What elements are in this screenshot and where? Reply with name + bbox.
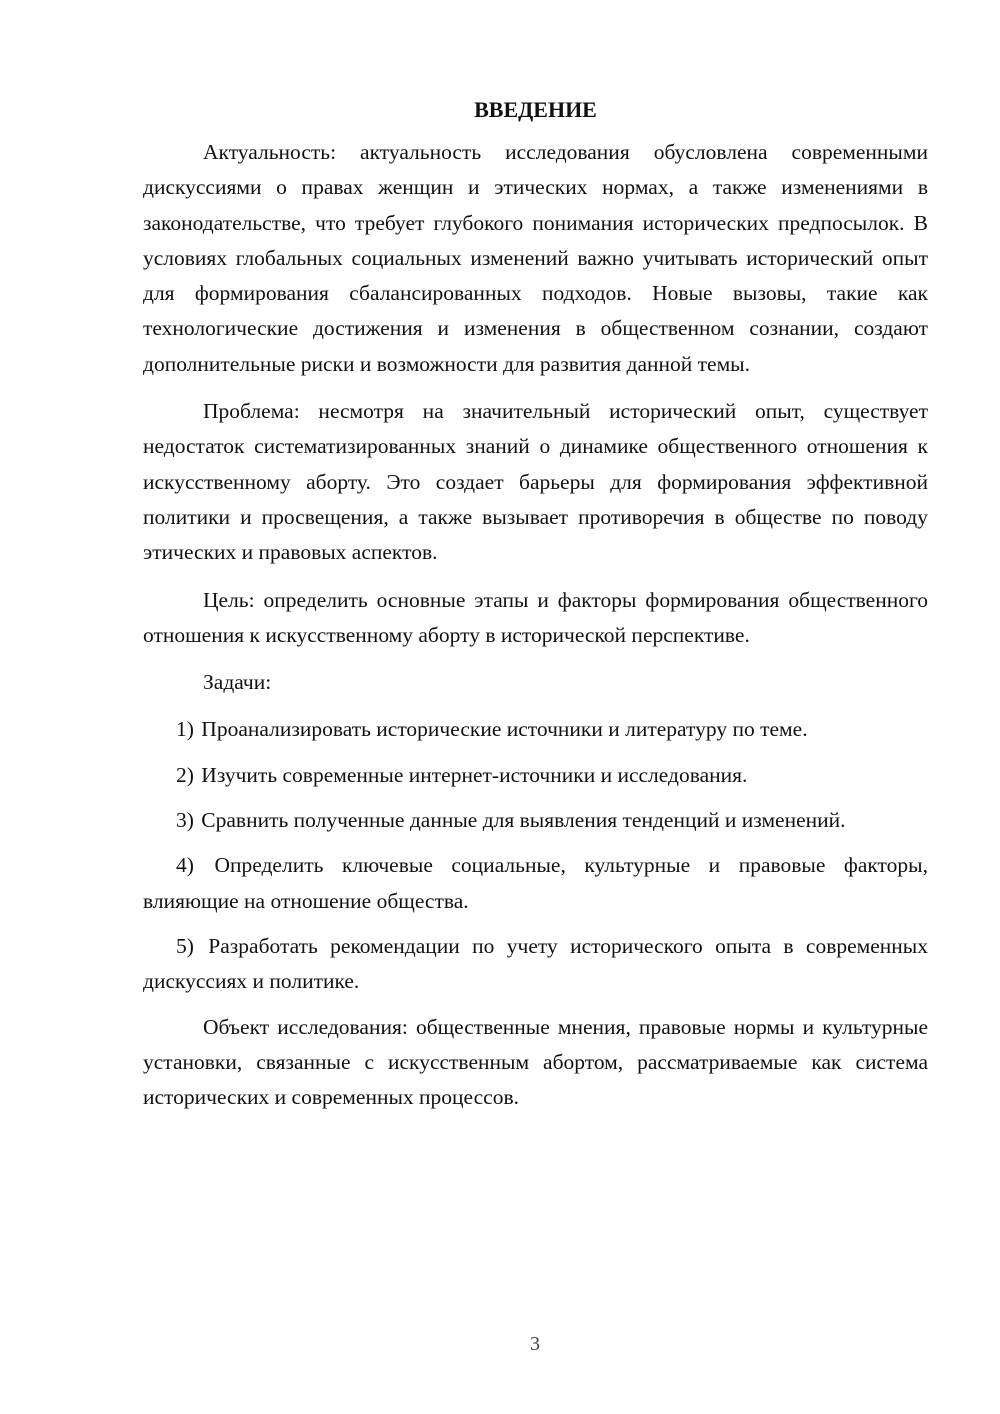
- task-item-4: [143, 848, 928, 919]
- task-item-2: [143, 758, 928, 793]
- section-heading: ВВЕДЕНИЕ: [474, 97, 597, 122]
- task-text: Изучить современные интернет-источники и исследования.: [201, 762, 748, 787]
- task-item-1: [143, 712, 928, 747]
- document-page: [143, 92, 928, 1127]
- task-text: Определить ключевые социальные, культурные и правовые факторы, влияющие на отношение общества.: [143, 853, 928, 913]
- task-text: Разработать рекомендации по учету исторического опыта в современных дискуссиях и политике.: [143, 933, 928, 994]
- tasks-label: Задачи:: [203, 670, 272, 695]
- object-paragraph: Объект исследования: общественные мнения, правовые нормы и культурные установки, связанные с искусственным абортом, рассматриваемые как система исторических и современных процессов.: [143, 1014, 928, 1110]
- task-number: 5): [176, 933, 194, 958]
- task-text: Сравнить полученные данные для выявления тенденций и изменений.: [201, 808, 846, 833]
- relevance-paragraph: Актуальность: актуальность исследования обусловлена современными дискуссиями о правах женщин и этических нормах, а также изменениями в законодательстве, что требует глубокого понимания исторических предпосылок. В условиях глобальных социальных изменений важно учитывать исторический опыт для формирования сбалансированных подходов. Новые вызовы, такие как технологические достижения и изменения в общественном сознании, создают дополнительные риски и возможности для развития данной темы.: [143, 140, 928, 376]
- task-text: Проанализировать исторические источники и литературу по теме.: [201, 717, 808, 742]
- problem-paragraph: Проблема: несмотря на значительный исторический опыт, существует недостаток систематизированных знаний о динамике общественного отношения к искусственному аборту. Это создает барьеры для формирования эффективной политики и просвещения, а также вызывает противоречия в обществе по поводу этических и правовых аспектов.: [143, 399, 928, 565]
- task-number: 3): [176, 808, 194, 833]
- task-number: 2): [176, 762, 194, 787]
- page-number: 3: [530, 1333, 540, 1355]
- task-number: 1): [176, 717, 194, 742]
- task-item-3: [143, 803, 928, 838]
- task-number: 4): [176, 853, 194, 878]
- goal-paragraph: Цель: определить основные этапы и факторы формирования общественного отношения к искусственному аборту в исторической перспективе.: [143, 587, 928, 647]
- task-item-5: [143, 929, 928, 1000]
